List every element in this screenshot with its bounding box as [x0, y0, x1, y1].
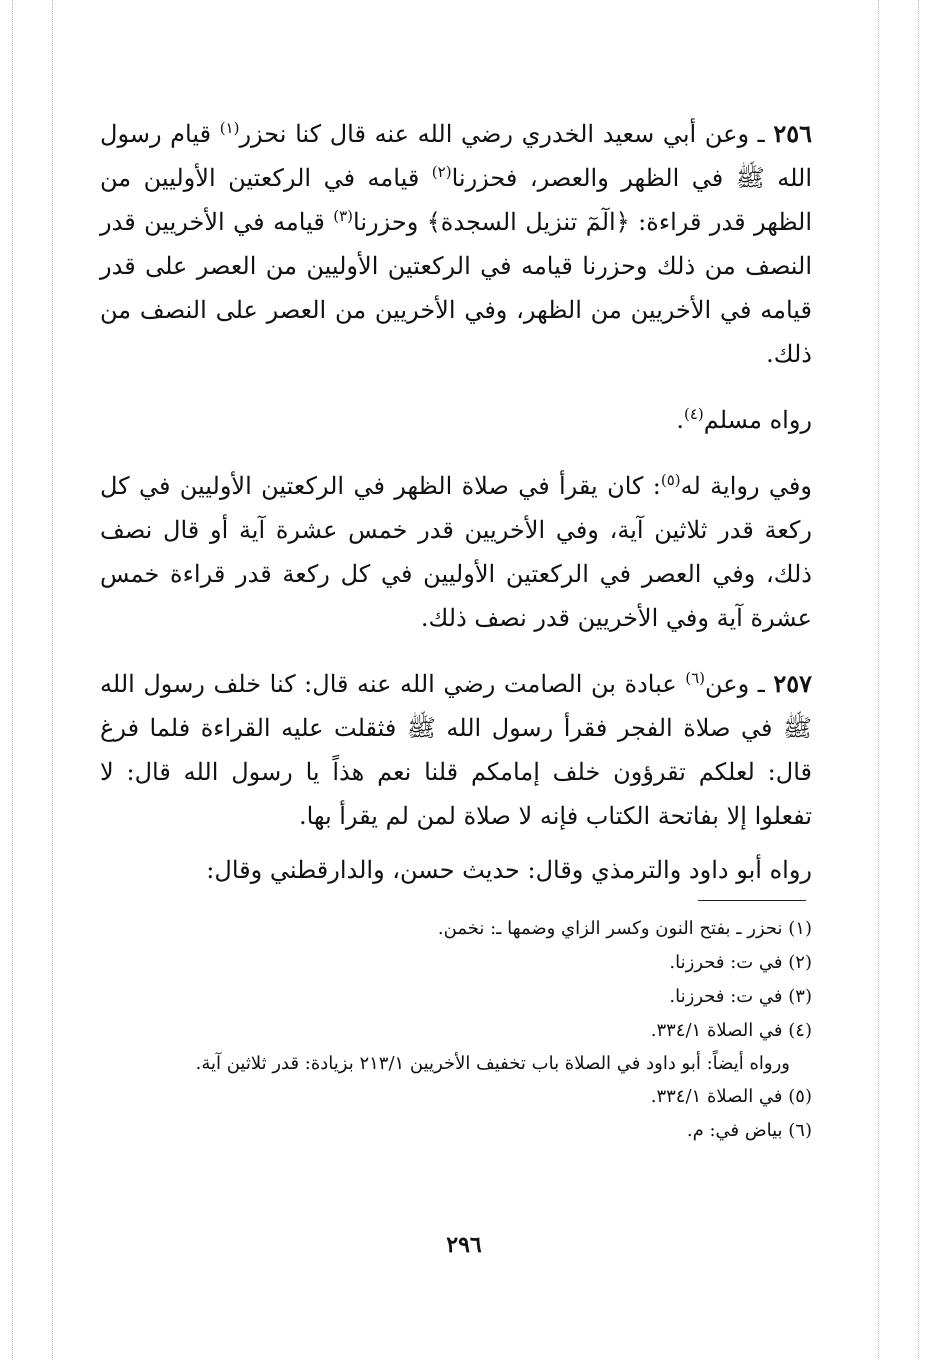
footnote-text: في ت: فحرزنا.: [669, 952, 789, 973]
hadith-source: رواه أبو داود والترمذي وقال: حديث حسن، والدارقطني وقال:: [206, 856, 812, 884]
hadith-text: قيامه في الركعتين الأوليين من الظهر قدر قراءة: ﴿الٓمٓ تنزيل السجدة﴾ وحزرنا: [100, 164, 812, 236]
footnote: [100, 1016, 812, 1046]
main-text: [100, 112, 812, 892]
footnote-marker: (٦): [788, 1120, 812, 1141]
hadith-number: ٢٥٦: [773, 119, 812, 148]
footnote-marker[interactable]: (٣): [333, 207, 354, 225]
scan-artifact-line: [878, 0, 879, 1360]
hadith-text: ـ وعن أبي سعيد الخدري رضي الله عنه قال كنا نحزر: [239, 120, 774, 148]
narration-variant: [100, 464, 812, 640]
footnote-marker[interactable]: (٢): [431, 163, 452, 181]
narration-text: : كان يقرأ في صلاة الظهر في الركعتين الأوليين في كل ركعة قدر ثلاثين آية، وفي الأخريين قدر خمس عشرة آية أو قال نصف ذلك، وفي العصر في الركعتين الأوليين في كل ركعة قدر قراءة خمس عشرة آية وفي الأخريين قدر نصف ذلك.: [100, 472, 812, 632]
footnote-text: بياض في: م.: [686, 1120, 789, 1141]
narration-text: وفي رواية له: [680, 472, 812, 500]
hadith-257: [100, 662, 812, 838]
footnote: [100, 914, 812, 944]
footnote: [100, 948, 812, 978]
footnote-marker[interactable]: (١): [219, 119, 240, 137]
scan-artifact-line: [918, 0, 919, 1360]
source-text: .: [676, 406, 684, 434]
page-number: ٢٩٦: [446, 1232, 482, 1258]
footnote: [100, 1082, 812, 1112]
footnote-marker[interactable]: (٦): [685, 669, 705, 687]
footnote-marker: (٤): [788, 1020, 812, 1041]
scan-artifact-line: [52, 0, 53, 1360]
footnote-text: في الصلاة ٣٣٤/١.: [650, 1086, 789, 1107]
footnote-marker: (١): [788, 918, 812, 939]
footnote-marker: (٢): [788, 952, 812, 973]
hadith-text: قيام رسول الله ﷺ في الظهر والعصر، فحزرنا: [100, 120, 812, 192]
footnote-continuation: ورواه أيضاً: أبو داود في الصلاة باب تخفيف الأخريين ٢١٣/١ بزيادة: قدر ثلاثين آية.: [195, 1053, 790, 1074]
footnote-text: في ت: فحرزنا.: [669, 986, 789, 1007]
footnotes: [100, 914, 812, 1150]
footnote-text: في الصلاة ٣٣٤/١.: [650, 1020, 789, 1041]
hadith-text: عبادة بن الصامت رضي الله عنه قال: كنا خلف رسول الله ﷺ في صلاة الفجر فقرأ رسول الله ﷺ فثقلت عليه القراءة فلما فرغ قال: لعلكم تقرؤون خلف إمامكم قلنا نعم هذاً يا رسول الله قال: لا تفعلوا إلا بفاتحة الكتاب فإنه لا صلاة لمن لم يقرأ بها.: [100, 670, 812, 830]
footnote: [100, 1116, 812, 1146]
hadith-number: ٢٥٧: [773, 669, 813, 698]
footnote-marker[interactable]: (٥): [660, 471, 681, 489]
hadith-text: ـ وعن: [705, 670, 774, 698]
source-text: رواه مسلم: [703, 406, 812, 434]
footnote: [100, 982, 812, 1012]
footnote-text: نحزر ـ بفتح النون وكسر الزاي وضمها ـ: نخمن.: [437, 918, 789, 939]
hadith-source: [100, 398, 812, 442]
footnote-marker: (٥): [788, 1086, 812, 1107]
footnote-marker: (٣): [788, 986, 812, 1007]
hadith-text: قيامه في الأخريين قدر النصف من ذلك وحزرنا قيامه في الركعتين الأوليين من العصر على قدر قيامه في الأخريين من الظهر، وفي الأخريين من العصر على النصف من ذلك.: [100, 208, 812, 368]
scan-artifact-line: [12, 0, 13, 1360]
footnote-marker[interactable]: (٤): [683, 405, 704, 423]
hadith-256: [100, 112, 812, 376]
footnote-separator: [698, 900, 806, 901]
